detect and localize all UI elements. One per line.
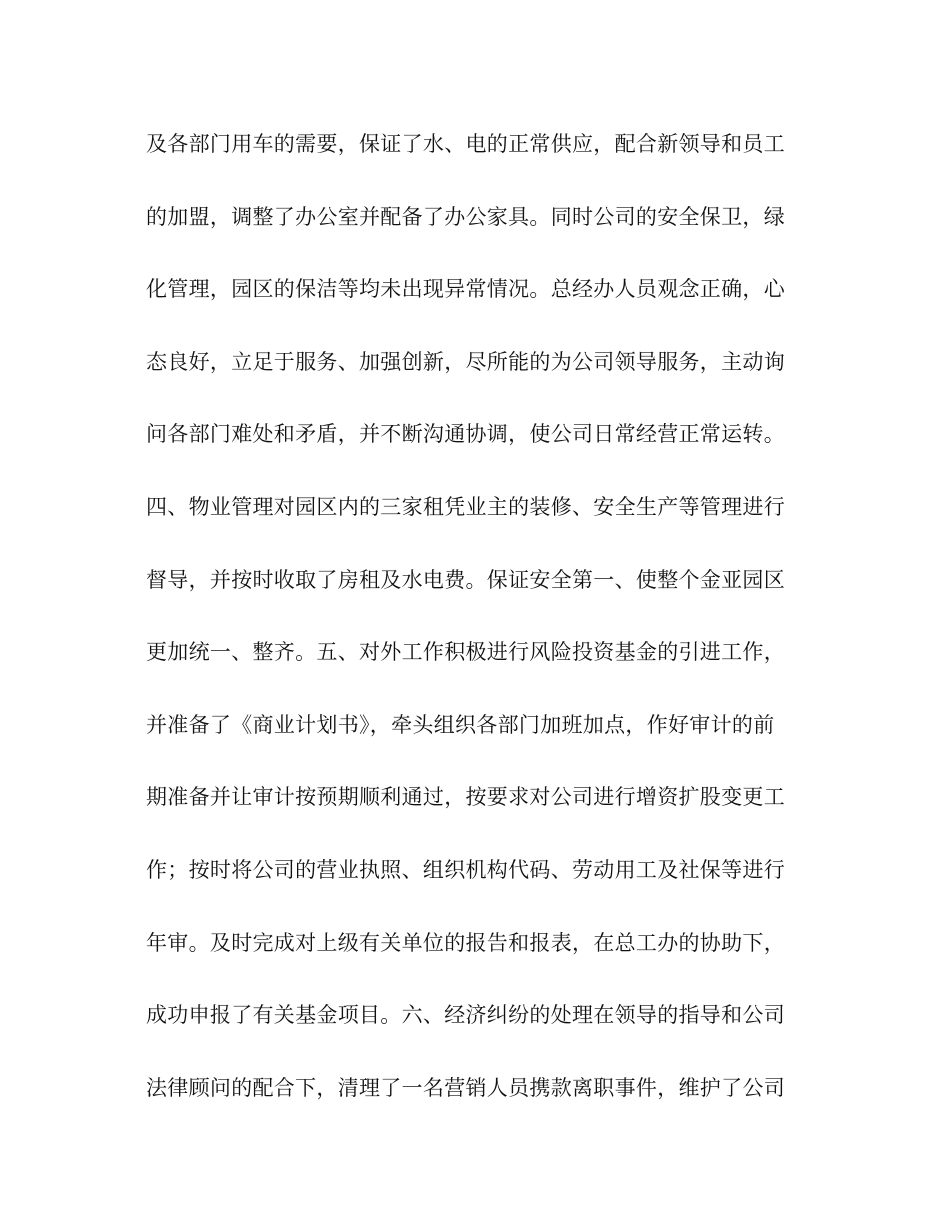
text-line: 并准备了《商业计划书》，牵头组织各部门加班加点，作好审计的前 [146, 712, 775, 737]
text-line: 化管理，园区的保洁等均未出现异常情况。总经办人员观念正确，心 [146, 277, 785, 302]
text-line: 更加统一、整齐。五、对外工作积极进行风险投资基金的引进工作， [146, 640, 785, 665]
body-text [146, 120, 806, 1136]
text-line: 期准备并让审计按预期顺利通过，按要求对公司进行增资扩股变更工 [146, 785, 785, 810]
text-line: 督导，并按时收取了房租及水电费。保证安全第一、使整个金亚园区 [146, 567, 785, 592]
text-line: 年审。及时完成对上级有关单位的报告和报表，在总工办的协助下， [146, 930, 785, 955]
text-line: 成功申报了有关基金项目。六、经济纠纷的处理在领导的指导和公司 [146, 1003, 785, 1028]
text-line: 作；按时将公司的营业执照、组织机构代码、劳动用工及社保等进行 [146, 857, 785, 882]
text-line: 的加盟，调整了办公室并配备了办公家具。同时公司的安全保卫，绿 [146, 204, 785, 229]
text-line: 法律顾问的配合下，清理了一名营销人员携款离职事件，维护了公司 [146, 1075, 785, 1100]
text-line: 及各部门用车的需要，保证了水、电的正常供应，配合新领导和员工 [146, 132, 785, 156]
text-line: 问各部门难处和矛盾，并不断沟通协调，使公司日常经营正常运转。 [146, 422, 785, 447]
text-line: 四、物业管理对园区内的三家租凭业主的装修、安全生产等管理进行 [146, 494, 785, 519]
text-line: 态良好，立足于服务、加强创新，尽所能的为公司领导服务，主动询 [146, 349, 785, 374]
